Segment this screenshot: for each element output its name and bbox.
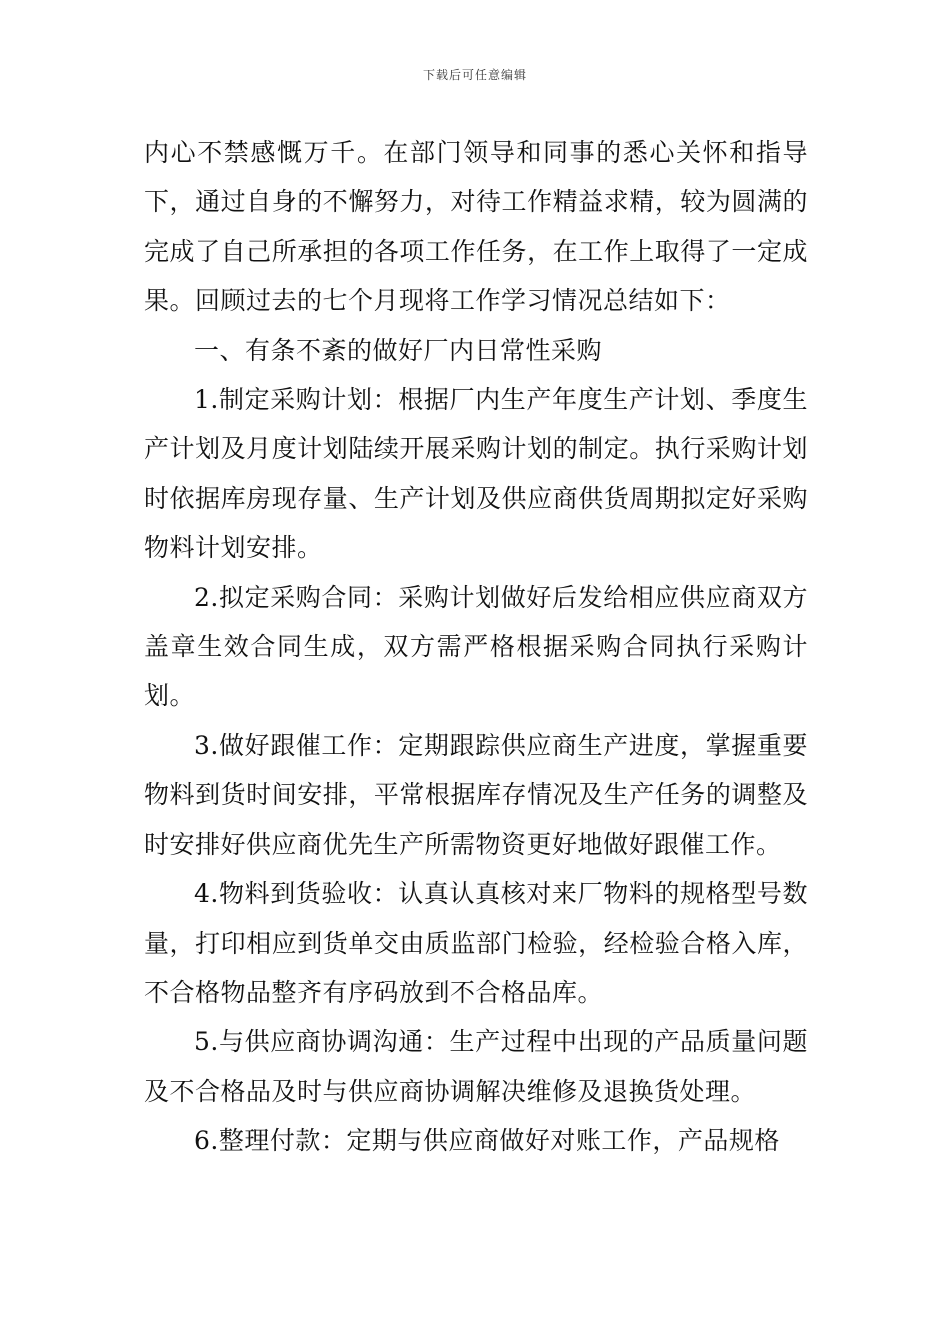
paragraph-item-4: 4.物料到货验收：认真认真核对来厂物料的规格型号数量，打印相应到货单交由质监部门检验，经检验合格入库，不合格物品整齐有序码放到不合格品库。 [144,879,808,1007]
section-heading: 一、有条不紊的做好厂内日常性采购 [194,335,603,365]
paragraph-item-5: 5.与供应商协调沟通：生产过程中出现的产品质量问题及不合格品及时与供应商协调解决维修及退换货处理。 [144,1027,808,1106]
paragraph-item-6: 6.整理付款：定期与供应商做好对账工作，产品规格 [194,1126,780,1156]
paragraph-item-3: 3.做好跟催工作：定期跟踪供应商生产进度，掌握重要物料到货时间安排，平常根据库存情况及生产任务的调整及时安排好供应商优先生产所需物资更好地做好跟催工作。 [144,730,808,859]
paragraph-item-2: 2.拟定采购合同：采购计划做好后发给相应供应商双方盖章生效合同生成，双方需严格根据采购合同执行采购计划。 [144,582,808,711]
document-body [144,128,808,1166]
page-header: 下载后可任意编辑 [422,68,527,82]
paragraph-intro: 内心不禁感慨万千。在部门领导和同事的悉心关怀和指导下，通过自身的不懈努力，对待工作精益求精，较为圆满的完成了自己所承担的各项工作任务，在工作上取得了一定成果。回顾过去的七个月现将工作学习情况总结如下： [144,138,808,316]
paragraph-item-1: 1.制定采购计划：根据厂内生产年度生产计划、季度生产计划及月度计划陆续开展采购计划的制定。执行采购计划时依据库房现存量、生产计划及供应商供货周期拟定好采购物料计划安排。 [144,385,808,563]
